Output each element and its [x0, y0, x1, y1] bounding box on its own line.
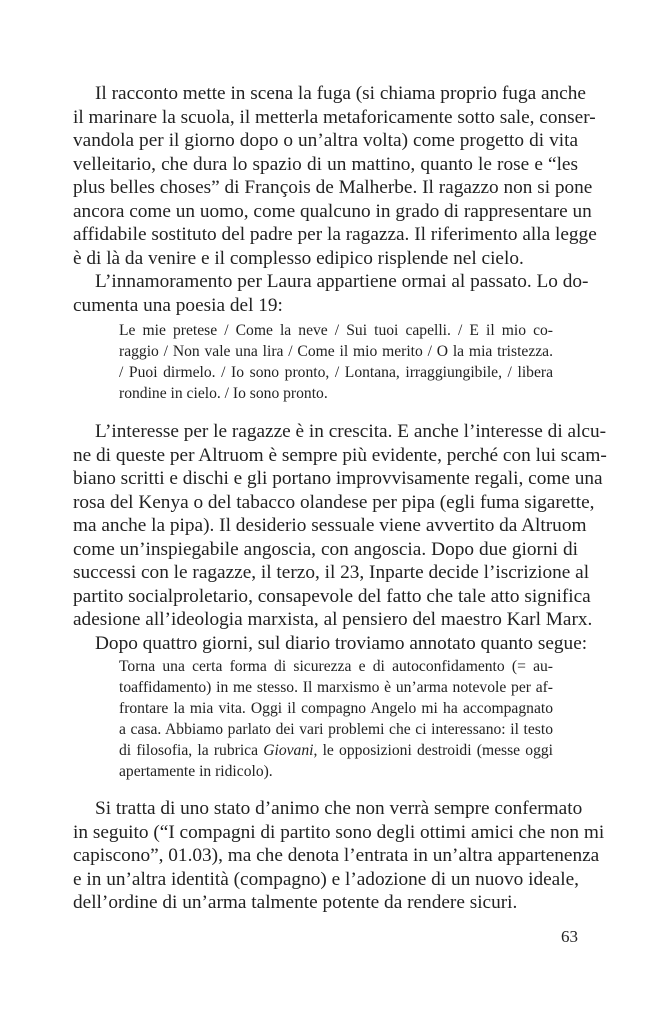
quote-line: Le mie pretese / Come la neve / Sui tuoi capelli. / E il mio co-: [119, 322, 553, 339]
text-line: ma anche la pipa). Il desiderio sessuale viene avvertito da Altruom: [73, 515, 587, 536]
text-line: ancora come un uomo, come qualcuno in grado di rappresentare un: [73, 200, 592, 222]
quote-line: toaffidamento) in me stesso. Il marxismo è un’arma notevole per af-: [119, 679, 553, 696]
rubric-title: Giovani: [263, 742, 314, 759]
quote-line: / Puoi dirmelo. / Io sono pronto, / Lontana, irraggiungibile, / libera: [119, 364, 553, 381]
text-line: Dopo quattro giorni, sul diario troviamo annotato quanto segue:: [95, 632, 588, 654]
text-line: affidabile sostituto del padre per la ragazza. Il riferimento alla legge: [73, 224, 597, 245]
text-line: adesione all’ideologia marxista, al pensiero del maestro Karl Marx.: [73, 609, 593, 630]
quote-line: frontare la mia vita. Oggi il compagno Angelo mi ha accompagnato: [119, 700, 553, 717]
quote-line: Torna una certa forma di sicurezza e di autoconfidamento (= au-: [119, 658, 553, 675]
quote-line: rondine in cielo. / Io sono pronto.: [119, 385, 328, 402]
quote-text: di filosofia, la rubrica: [119, 742, 264, 759]
text-line: e in un’altra identità (compagno) e l’adozione di un nuovo ideale,: [73, 868, 579, 890]
text-line: biano scritti e dischi e gli portano improvvisamente regali, come una: [73, 468, 603, 489]
text-line: rosa del Kenya o del tabacco olandese per pipa (egli fuma sigarette,: [73, 491, 595, 513]
text-line: come un’inspiegabile angoscia, con angoscia. Dopo due giorni di: [73, 538, 578, 560]
quote-line: a casa. Abbiamo parlato dei vari problemi che ci interessano: il testo: [119, 721, 553, 738]
text-line: è di là da venire e il complesso edipico risplende nel cielo.: [73, 247, 524, 269]
text-line: in seguito (“I compagni di partito sono degli ottimi amici che non mi: [73, 821, 605, 843]
quote-text: , le opposizioni destroidi (messe oggi: [313, 742, 553, 759]
text-line: successi con le ragazze, il terzo, il 23, Inparte decide l’iscrizione al: [73, 562, 590, 583]
quote-line: [119, 740, 553, 761]
text-line: Si tratta di uno stato d’animo che non verrà sempre confermato: [95, 798, 583, 819]
text-line: L’innamoramento per Laura appartiene ormai al passato. Lo do-: [95, 271, 589, 292]
text-line: il marinare la scuola, il metterla metaforicamente sotto sale, conser-: [73, 106, 596, 128]
text-line: velleitario, che dura lo spazio di un mattino, quanto le rose e “les: [73, 153, 578, 175]
text-line: ne di queste per Altruom è sempre più evidente, perché con lui scam-: [73, 444, 607, 466]
text-line: partito socialproletario, consapevole del fatto che tale atto significa: [73, 585, 591, 607]
text-line: vandola per il giorno dopo o un’altra volta) come progetto di vita: [73, 130, 578, 151]
text-line: Il racconto mette in scena la fuga (si chiama proprio fuga anche: [95, 83, 586, 104]
quote-line: raggio / Non vale una lira / Come il mio merito / O la mia tristezza.: [119, 343, 553, 360]
text-line: capiscono”, 01.03), ma che denota l’entrata in un’altra appartenenza: [73, 845, 600, 866]
text-line: plus belles choses” di François de Malherbe. Il ragazzo non si pone: [73, 177, 593, 198]
text-line: cumenta una poesia del 19:: [73, 294, 283, 316]
quote-line: apertamente in ridicolo).: [119, 763, 273, 780]
text-line: dell’ordine di un’arma talmente potente da rendere sicuri.: [73, 892, 518, 913]
text-line: L’interesse per le ragazze è in crescita. E anche l’interesse di alcu-: [95, 421, 607, 442]
page-number: 63: [561, 927, 578, 946]
